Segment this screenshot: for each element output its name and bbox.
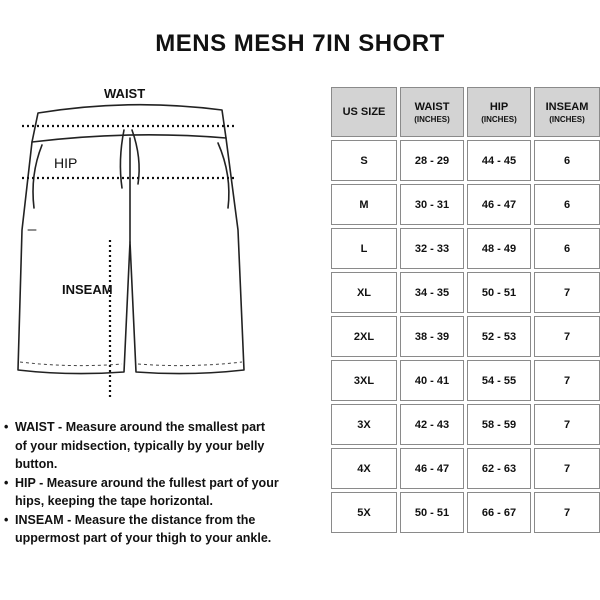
page-title: MENS MESH 7IN SHORT [155, 30, 445, 57]
cell-hip: 58 - 59 [467, 404, 531, 445]
cell-hip: 62 - 63 [467, 448, 531, 489]
shorts-diagram [0, 80, 320, 405]
cell-size: 4X [331, 448, 397, 489]
size-chart-table [328, 84, 600, 536]
cell-inseam: 6 [534, 228, 600, 269]
header-title: HIP [489, 100, 509, 113]
table-row [331, 140, 600, 181]
header-us-size [331, 87, 397, 137]
cell-size: 5X [331, 492, 397, 533]
cell-inseam: 7 [534, 448, 600, 489]
table-row [331, 228, 600, 269]
cell-waist: 38 - 39 [400, 316, 464, 357]
table-row [331, 360, 600, 401]
hip-label: HIP [54, 155, 78, 171]
table-row [331, 492, 600, 533]
cell-inseam: 7 [534, 404, 600, 445]
cell-waist: 46 - 47 [400, 448, 464, 489]
cell-inseam: 6 [534, 140, 600, 181]
table-header-row [331, 87, 600, 137]
header-hip [467, 87, 531, 137]
shorts-illustration [0, 80, 320, 405]
cell-waist: 34 - 35 [400, 272, 464, 313]
waist-instruction: • WAIST - Measure around the smallest part of your midsection, typically by your belly button. [4, 418, 279, 474]
cell-waist: 32 - 33 [400, 228, 464, 269]
header-waist [400, 87, 464, 137]
inseam-instruction: • INSEAM - Measure the distance from the uppermost part of your thigh to your ankle. [4, 511, 279, 548]
cell-hip: 66 - 67 [467, 492, 531, 533]
header-unit: (INCHES) [481, 114, 517, 124]
cell-waist: 30 - 31 [400, 184, 464, 225]
cell-hip: 50 - 51 [467, 272, 531, 313]
cell-inseam: 7 [534, 316, 600, 357]
inseam-label: INSEAM [62, 282, 113, 297]
cell-size: M [331, 184, 397, 225]
cell-waist: 28 - 29 [400, 140, 464, 181]
header-title: WAIST [414, 100, 450, 113]
header-title: US SIZE [342, 106, 386, 118]
cell-hip: 54 - 55 [467, 360, 531, 401]
cell-inseam: 6 [534, 184, 600, 225]
table-row [331, 404, 600, 445]
header-unit: (INCHES) [414, 114, 450, 124]
cell-waist: 50 - 51 [400, 492, 464, 533]
cell-inseam: 7 [534, 492, 600, 533]
cell-size: 3X [331, 404, 397, 445]
cell-hip: 52 - 53 [467, 316, 531, 357]
hip-instruction: • HIP - Measure around the fullest part of your hips, keeping the tape horizontal. [4, 474, 279, 511]
waist-label: WAIST [104, 86, 146, 101]
cell-size: L [331, 228, 397, 269]
cell-size: 3XL [331, 360, 397, 401]
table-row [331, 448, 600, 489]
cell-waist: 40 - 41 [400, 360, 464, 401]
cell-hip: 46 - 47 [467, 184, 531, 225]
cell-size: S [331, 140, 397, 181]
header-title: INSEAM [545, 100, 589, 113]
cell-waist: 42 - 43 [400, 404, 464, 445]
cell-size: 2XL [331, 316, 397, 357]
table-row [331, 184, 600, 225]
cell-inseam: 7 [534, 272, 600, 313]
cell-size: XL [331, 272, 397, 313]
table-row [331, 272, 600, 313]
header-unit: (INCHES) [549, 114, 585, 124]
measurement-instructions [4, 418, 279, 548]
header-inseam [534, 87, 600, 137]
cell-hip: 48 - 49 [467, 228, 531, 269]
cell-hip: 44 - 45 [467, 140, 531, 181]
table-row [331, 316, 600, 357]
cell-inseam: 7 [534, 360, 600, 401]
